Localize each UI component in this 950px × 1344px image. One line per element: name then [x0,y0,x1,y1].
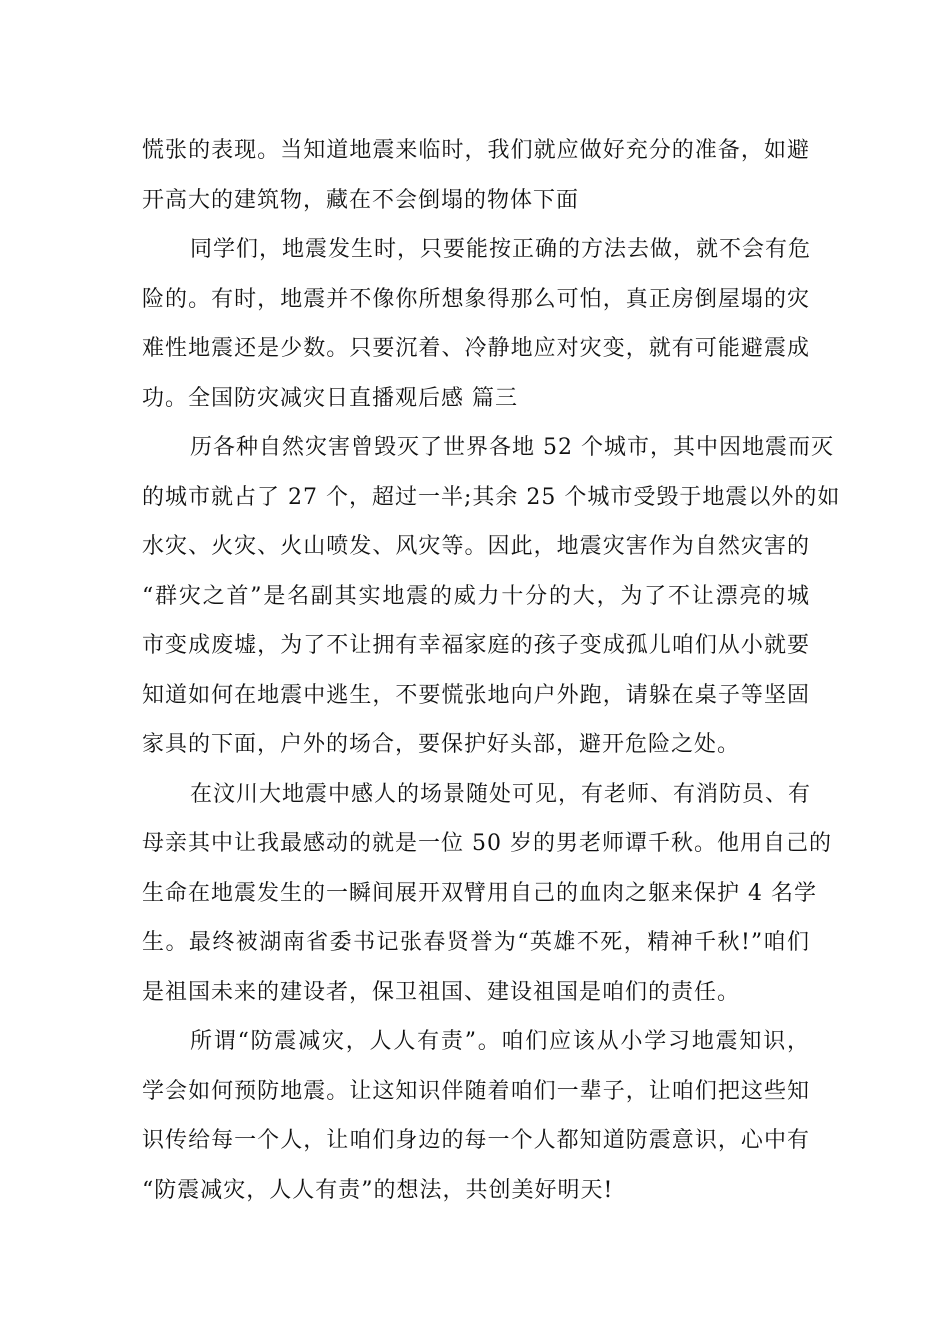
text-line: 生。最终被湖南省委书记张春贤誉为“英雄不死，精神千秋!”咱们 [142,930,810,955]
paragraph-start-line: 同学们，地震发生时，只要能按正确的方法去做，就不会有危 [190,237,812,262]
text-line: “防震减灾，人人有责”的想法，共创美好明天! [142,1177,614,1203]
text-line: 生命在地震发生的一瞬间展开双臂用自己的血肉之躯来保护 4 名学 [142,880,817,906]
text-line: 难性地震还是少数。只要沉着、冷静地应对灾变，就有可能避震成 [142,336,810,361]
body-text [142,126,841,1215]
text-line: 母亲其中让我最感动的就是一位 50 岁的男老师谭千秋。他用自己的 [142,831,832,856]
paragraph-start-line: 历各种自然灾害曾毁灭了世界各地 52 个城市，其中因地震而灭 [190,435,834,460]
text-line: 市变成废墟，为了不让拥有幸福家庭的孩子变成孤儿咱们从小就要 [142,633,810,658]
paragraph-start-line: 所谓“防震减灾，人人有责”。咱们应该从小学习地震知识， [190,1029,810,1054]
text-line: “群灾之首”是名副其实地震的威力十分的大，为了不让漂亮的城 [142,583,810,609]
text-line: 水灾、火灾、火山喷发、风灾等。因此，地震灾害作为自然灾害的 [142,534,810,559]
paragraph-start-line: 在汶川大地震中感人的场景随处可见，有老师、有消防员、有 [190,781,812,807]
text-line: 的城市就占了 27 个，超过一半;其余 25 个城市受毁于地震以外的如 [142,484,841,510]
text-line: 险的。有时，地震并不像你所想象得那么可怕，真正房倒屋塌的灾 [142,286,810,312]
text-line: 识传给每一个人，让咱们身边的每一个人都知道防震意识，心中有 [142,1128,810,1153]
text-line: 慌张的表现。当知道地震来临时，我们就应做好充分的准备，如避 [142,138,810,163]
text-line: 开高大的建筑物，藏在不会倒塌的物体下面 [142,187,580,213]
text-line: 知道如何在地震中逃生，不要慌张地向户外跑，请躲在桌子等坚固 [142,682,810,708]
text-line: 功。全国防灾减灾日直播观后感 篇三 [142,385,518,411]
text-line: 家具的下面，户外的场合，要保护好头部，避开危险之处。 [142,732,741,757]
text-line: 是祖国未来的建设者，保卫祖国、建设祖国是咱们的责任。 [142,979,741,1005]
text-line: 学会如何预防地震。让这知识伴随着咱们一辈子，让咱们把这些知 [142,1078,810,1104]
